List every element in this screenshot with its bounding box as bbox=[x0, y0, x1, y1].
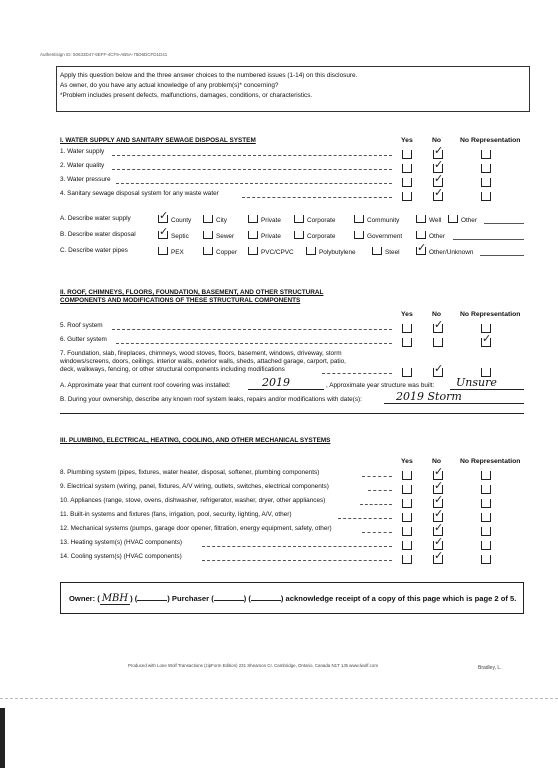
checkbox-6-norep[interactable] bbox=[481, 332, 492, 347]
check-icon: ✓ bbox=[159, 209, 169, 222]
s2-a2-label: , Approximate year structure was built: bbox=[326, 382, 435, 389]
s3-item-11: 11. Built-in systems and fixtures (fans, irrigation, pool, security, lighting, A/V, other) bbox=[60, 511, 292, 518]
scan-edge-line bbox=[0, 698, 558, 699]
check-icon: ✓ bbox=[434, 186, 444, 199]
section-1-title: I. WATER SUPPLY AND SANITARY SEWAGE DISPOSAL SYSTEM bbox=[60, 137, 256, 144]
checkbox-13-yes[interactable] bbox=[402, 541, 412, 550]
checkbox-14-yes[interactable] bbox=[402, 555, 412, 564]
checkbox-8-norep[interactable] bbox=[481, 471, 491, 480]
opt-corporate-supply[interactable]: Corporate bbox=[294, 215, 335, 224]
checkbox-7-yes[interactable] bbox=[402, 368, 412, 377]
s1-b-label: B. Describe water disposal bbox=[60, 231, 136, 238]
checkbox-11-norep[interactable] bbox=[481, 513, 491, 522]
col-norep-3: No Representation bbox=[460, 458, 521, 465]
col-norep-1: No Representation bbox=[460, 137, 521, 144]
checkbox-4-no[interactable] bbox=[433, 186, 444, 201]
checkbox-8-yes[interactable] bbox=[402, 471, 412, 480]
opt-government[interactable]: Government bbox=[354, 231, 402, 240]
opt-private-supply[interactable]: Private bbox=[248, 215, 281, 224]
opt-corporate-disposal[interactable]: Corporate bbox=[294, 231, 335, 240]
s2-a-label: A. Approximate year that current roof covering was installed: bbox=[60, 382, 231, 389]
roof-repairs-line-2 bbox=[60, 413, 524, 414]
s1-item-2: 2. Water quality bbox=[60, 162, 105, 169]
checkbox-11-yes[interactable] bbox=[402, 513, 412, 522]
check-icon: ✓ bbox=[434, 158, 444, 171]
opt-community[interactable]: Community bbox=[354, 215, 399, 224]
s2-item-6: 6. Gutter system bbox=[60, 336, 107, 343]
checkbox-13-norep[interactable] bbox=[481, 541, 491, 550]
opt-pex[interactable]: PEX bbox=[158, 247, 184, 256]
check-icon: ✓ bbox=[434, 535, 444, 548]
s1-item-1: 1. Water supply bbox=[60, 148, 105, 155]
section-2-title-1: II. ROOF, CHIMNEYS, FLOORS, FOUNDATION, BASEMENT, AND OTHER STRUCTURAL bbox=[60, 289, 324, 296]
purchaser-initials-1[interactable] bbox=[214, 600, 244, 601]
col-no-3: No bbox=[432, 458, 442, 465]
checkbox-12-norep[interactable] bbox=[481, 527, 491, 536]
checkbox-6-no[interactable] bbox=[433, 338, 443, 347]
acknowledgment-line: Owner: ( MBH ) ( ) Purchaser ( ) ( ) acknowledge receipt of a copy of this page which is page 2 of 5. bbox=[69, 593, 517, 604]
opt-other-unknown[interactable]: ✓ Other/Unknown bbox=[417, 241, 474, 256]
checkbox-1-yes[interactable] bbox=[402, 150, 412, 159]
built-year-value[interactable]: Unsure bbox=[456, 376, 497, 389]
col-yes-3: Yes bbox=[401, 458, 413, 465]
intro-box bbox=[56, 66, 530, 112]
checkbox-12-yes[interactable] bbox=[402, 527, 412, 536]
document-id: Authentisign ID: 50633D47-5EFF-4CF9-AB5A-75D6DCFD1D41 bbox=[40, 52, 168, 57]
checkbox-7-no[interactable] bbox=[433, 362, 444, 377]
s1-item-3: 3. Water pressure bbox=[60, 176, 111, 183]
check-icon: ✓ bbox=[434, 549, 444, 562]
opt-pvc[interactable]: PVC/CPVC bbox=[248, 247, 294, 256]
checkbox-2-yes[interactable] bbox=[402, 164, 412, 173]
col-norep-2: No Representation bbox=[460, 311, 521, 318]
checkbox-14-no[interactable] bbox=[433, 549, 444, 564]
purchaser-initials-2[interactable] bbox=[251, 600, 281, 601]
checkbox-3-yes[interactable] bbox=[402, 178, 412, 187]
checkbox-6-yes[interactable] bbox=[402, 338, 412, 347]
s2-item-7-line-1: 7. Foundation, slab, fireplaces, chimneys, wood stoves, floors, basement, windows, driveway, storm bbox=[60, 350, 342, 357]
s2-b-label: B. During your ownership, describe any known roof system leaks, repairs and/or modifications with date(s): bbox=[60, 396, 362, 403]
checkbox-5-yes[interactable] bbox=[402, 324, 412, 333]
checkbox-14-norep[interactable] bbox=[481, 555, 491, 564]
owner-initials-2[interactable] bbox=[137, 600, 167, 601]
opt-polybutylene[interactable]: Polybutylene bbox=[306, 247, 356, 256]
opt-other-supply[interactable]: Other bbox=[448, 215, 477, 224]
section-2-title-2: COMPONENTS AND MODIFICATIONS OF THESE STRUCTURAL COMPONENTS bbox=[60, 297, 301, 304]
acknowledgment-box bbox=[60, 582, 524, 614]
check-icon: ✓ bbox=[434, 507, 444, 520]
check-icon: ✓ bbox=[434, 521, 444, 534]
s1-item-4: 4. Sanitary sewage disposal system for any waste water bbox=[60, 190, 219, 197]
s3-item-14: 14. Cooling system(s) (HVAC components) bbox=[60, 553, 182, 560]
check-icon: ✓ bbox=[159, 225, 169, 238]
roof-repairs-value[interactable]: 2019 Storm bbox=[396, 390, 462, 403]
s3-item-10: 10. Appliances (range, stove, ovens, dishwasher, refrigerator, washer, dryer, other appliances) bbox=[60, 497, 326, 504]
section-3-title: III. PLUMBING, ELECTRICAL, HEATING, COOLING, AND OTHER MECHANICAL SYSTEMS bbox=[60, 437, 331, 444]
s1-a-label: A. Describe water supply bbox=[60, 215, 131, 222]
s3-item-9: 9. Electrical system (wiring, panel, fixtures, A/V wiring, outlets, switches, electrical components) bbox=[60, 483, 329, 490]
opt-county[interactable]: ✓ County bbox=[159, 209, 192, 224]
checkbox-1-norep[interactable] bbox=[481, 150, 491, 159]
checkbox-3-norep[interactable] bbox=[481, 178, 491, 187]
opt-city[interactable]: City bbox=[203, 215, 227, 224]
checkbox-4-yes[interactable] bbox=[402, 192, 412, 201]
checkbox-4-norep[interactable] bbox=[481, 192, 491, 201]
check-icon: ✓ bbox=[434, 493, 444, 506]
owner-initials-1[interactable]: MBH bbox=[101, 593, 129, 604]
opt-sewer[interactable]: Sewer bbox=[203, 231, 234, 240]
opt-copper[interactable]: Copper bbox=[203, 247, 237, 256]
roof-repairs-line bbox=[384, 403, 524, 404]
opt-well[interactable]: Well bbox=[416, 215, 441, 224]
col-yes-1: Yes bbox=[401, 137, 413, 144]
roof-year-line bbox=[248, 389, 324, 390]
intro-line-1: Apply this question below and the three answer choices to the numbered issues (1-14) on this disclosure. bbox=[60, 72, 358, 79]
s3-item-13: 13. Heating system(s) (HVAC components) bbox=[60, 539, 183, 546]
owner-label: Owner: ( bbox=[69, 594, 100, 603]
intro-line-2: As owner, do you have any actual knowledge of any problem(s)* concerning? bbox=[60, 82, 279, 89]
s2-item-7-line-2: windows/screens, doors, ceilings, interior walls, exterior walls, sheds, attached garage, carport, patio, bbox=[60, 358, 346, 365]
checkbox-9-yes[interactable] bbox=[402, 485, 412, 494]
check-icon: ✓ bbox=[434, 362, 444, 375]
check-icon: ✓ bbox=[417, 241, 427, 254]
s1-c-label: C. Describe water pipes bbox=[60, 247, 128, 254]
checkbox-2-norep[interactable] bbox=[481, 164, 491, 173]
opt-private-disposal[interactable]: Private bbox=[248, 231, 281, 240]
col-no-1: No bbox=[432, 137, 442, 144]
checkbox-10-norep[interactable] bbox=[481, 499, 491, 508]
checkbox-9-norep[interactable] bbox=[481, 485, 491, 494]
check-icon: ✓ bbox=[434, 479, 444, 492]
s3-item-12: 12. Mechanical systems (pumps, garage door opener, filtration, energy equipment, safety, other) bbox=[60, 525, 332, 532]
footer-producer: Produced with Lone Wolf Transactions (zipForm Edition) 231 Shearson Cr. Cambridge, Ontario, Canada N1T 1J5 www.lwolf.com bbox=[128, 663, 378, 668]
opt-steel[interactable]: Steel bbox=[372, 247, 400, 256]
roof-year-value[interactable]: 2019 bbox=[262, 376, 290, 389]
col-yes-2: Yes bbox=[401, 311, 413, 318]
check-icon: ✓ bbox=[434, 172, 444, 185]
opt-septic[interactable]: ✓ Septic bbox=[159, 225, 189, 240]
check-icon: ✓ bbox=[482, 332, 492, 345]
check-icon: ✓ bbox=[434, 318, 444, 331]
opt-other-disposal[interactable]: Other bbox=[416, 231, 445, 240]
checkbox-5-no[interactable] bbox=[433, 318, 444, 333]
scan-edge-mark bbox=[0, 708, 5, 768]
footer-file: Bradley, L. bbox=[478, 665, 502, 671]
s2-item-5: 5. Roof system bbox=[60, 322, 103, 329]
check-icon: ✓ bbox=[434, 144, 444, 157]
intro-line-3: *Problem includes present defects, malfunctions, damages, conditions, or characteristics. bbox=[60, 92, 313, 99]
s3-item-8: 8. Plumbing system (pipes, fixtures, water heater, disposal, softener, plumbing components) bbox=[60, 469, 320, 476]
col-no-2: No bbox=[432, 311, 442, 318]
checkbox-10-yes[interactable] bbox=[402, 499, 412, 508]
s2-item-7-line-3: deck, walkways, fencing, or other structural components including modifications bbox=[60, 366, 285, 373]
check-icon: ✓ bbox=[434, 465, 444, 478]
